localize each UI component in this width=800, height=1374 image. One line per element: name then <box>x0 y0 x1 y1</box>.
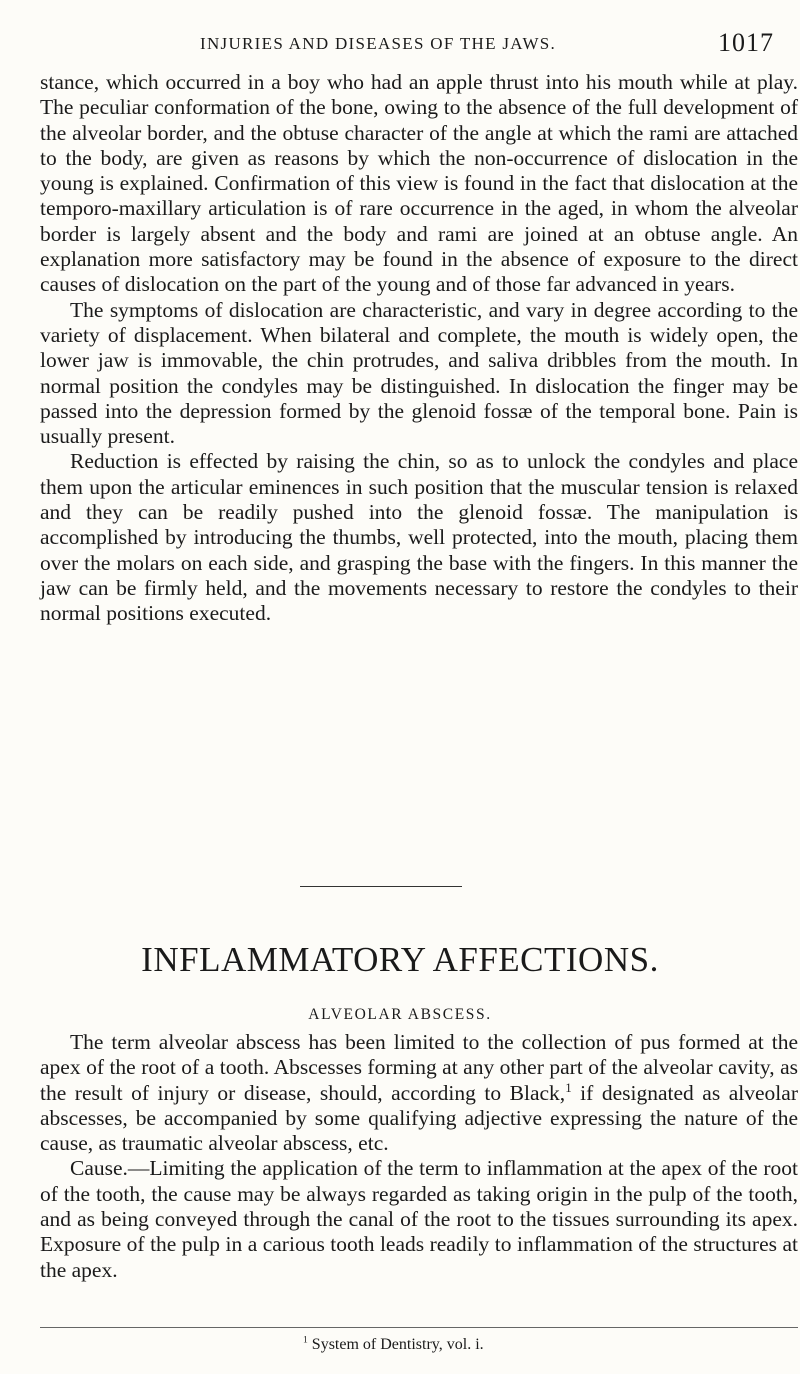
abscess-text <box>40 1030 798 1283</box>
paragraph-definition <box>40 1030 798 1156</box>
section-divider <box>300 886 462 887</box>
footnote-divider <box>40 1327 798 1328</box>
cause-label: Cause. <box>70 1156 128 1181</box>
dislocation-text <box>40 70 798 627</box>
footnote-marker: 1 <box>303 1334 308 1346</box>
paragraph-symptoms: The symptoms of dislocation are characteristic, and vary in degree according to the variety of displacement. When bilateral and complete, the mouth is widely open, the lower jaw is immovable, the chin protrudes, and saliva dribbles from the mouth. In normal position the condyles may be distinguished. In dislocation the finger may be passed into the depression formed by the glenoid fossæ of the temporal bone. Pain is usually present. <box>40 297 798 449</box>
cause-text: —Limiting the application of the term to inflammation at the apex of the root of the tooth, the cause may be always regarded as taking origin in the pulp of the tooth, and as being conveyed through the canal of the root to the tissues surrounding its apex. Exposure of the pulp in a carious tooth leads readily to inflammation of the structures at the apex. <box>40 1156 798 1282</box>
paragraph-continuation: stance, which occurred in a boy who had an apple thrust into his mouth while at play. The peculiar conformation of the bone, owing to the absence of the full development of the alveolar border, and the obtuse character of the angle at which the rami are attached to the body, are given as reasons by which the non-occurrence of dislocation in the young is explained. Confirmation of this view is found in the fact that dislocation at the temporo-maxillary articulation is of rare occurrence in the aged, in whom the alveolar border is largely absent and the body and rami are joined at an obtuse angle. An explanation more satisfactory may be found in the absence of exposure to the direct causes of dislocation on the part of the young and of those far advanced in years. <box>40 70 798 297</box>
section-heading: INFLAMMATORY AFFECTIONS. <box>141 940 659 979</box>
footnote-text: System of Dentistry, vol. i. <box>307 1336 484 1353</box>
running-head <box>0 26 800 60</box>
running-title: INJURIES AND DISEASES OF THE JAWS. <box>200 34 557 53</box>
paragraph-reduction: Reduction is effected by raising the chin, so as to unlock the condyles and place them upon the articular eminences in such position that the muscular tension is relaxed and they can be readily pushed into the glenoid fossæ. The manipulation is accomplished by introducing the thumbs, well protected, into the mouth, placing them over the molars on each side, and grasping the base with the fingers. In this manner the jaw can be firmly held, and the movements necessary to restore the condyles to their normal positions executed. <box>40 449 798 626</box>
paragraph-cause <box>40 1156 798 1282</box>
definition-text-a: The term alveolar abscess has been limited to the collection of pus formed at the apex of the root of a tooth. Abscesses forming at any other part of the alveolar cavity, as the result of injury or disease, should, according to Black, <box>40 1030 798 1105</box>
subsection-heading: ALVEOLAR ABSCESS. <box>308 1006 492 1023</box>
page-number: 1017 <box>718 28 774 57</box>
footnote-reference: 1 <box>565 1080 572 1095</box>
footnote <box>303 1336 484 1354</box>
definition-text-b: if designated as alveolar abscesses, be accompanied by some qualifying adjective expressing the nature of the cause, as traumatic alveolar abscess, etc. <box>40 1080 798 1156</box>
